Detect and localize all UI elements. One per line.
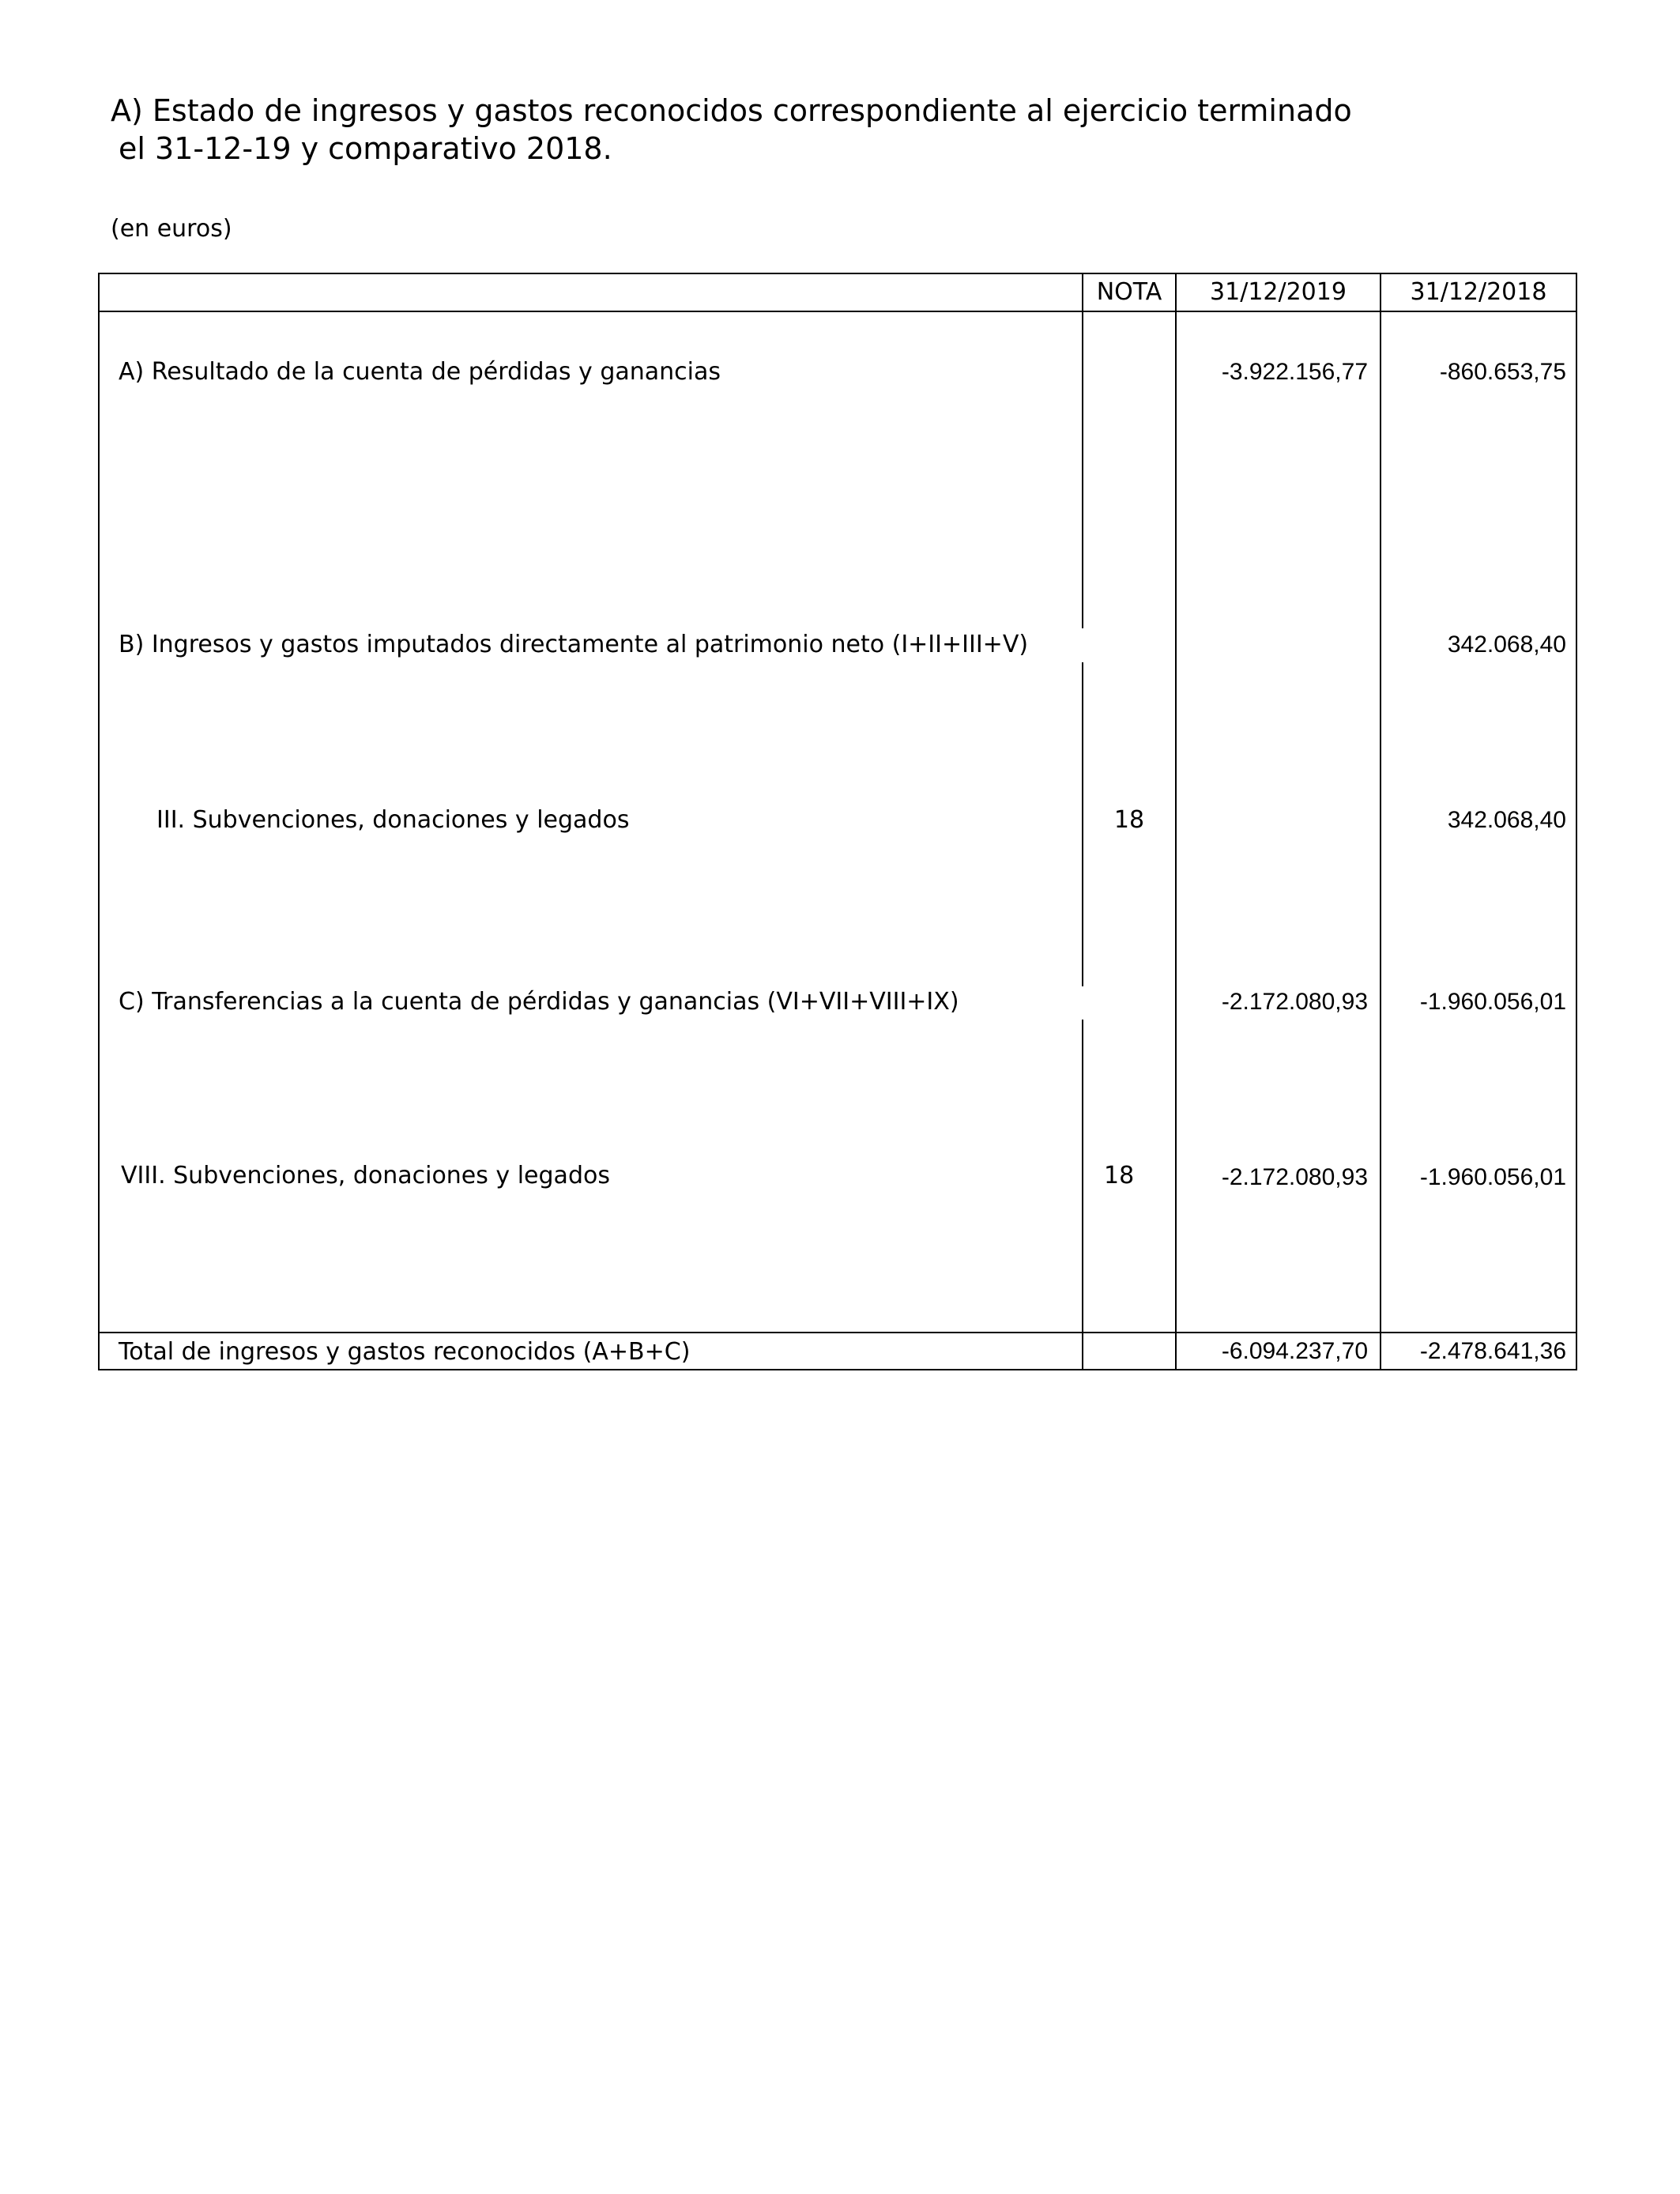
row-a-label: A) Resultado de la cuenta de pérdidas y ganancias [119,358,721,386]
table-header-divider [98,311,1577,312]
row-a-2018: -860.653,75 [1439,359,1566,385]
header-2019: 31/12/2019 [1210,278,1347,306]
total-2018: -2.478.641,36 [1419,1338,1566,1364]
row-viii-2018: -1.960.056,01 [1419,1164,1566,1190]
row-c-2018: -1.960.056,01 [1419,989,1566,1015]
nota-column-divider [1082,273,1083,628]
table-top-border [98,273,1577,274]
row-c-2019: -2.172.080,93 [1221,989,1368,1015]
total-2019: -6.094.237,70 [1221,1338,1368,1364]
row-viii-nota: 18 [1104,1162,1135,1189]
row-b-label: B) Ingresos y gastos imputados directamente al patrimonio neto (I+II+III+V) [119,631,1029,658]
col-2019-divider [1175,273,1177,1370]
table-bottom-border [98,1369,1577,1370]
units-note: (en euros) [111,215,232,243]
page-title-line-2: el 31-12-19 y comparativo 2018. [119,131,612,166]
page-title-line-1: A) Estado de ingresos y gastos reconocidos correspondiente al ejercicio terminado [111,93,1352,128]
header-nota: NOTA [1096,278,1162,306]
row-viii-label: VIII. Subvenciones, donaciones y legados [121,1162,610,1189]
total-label: Total de ingresos y gastos reconocidos (A+B+C) [119,1338,691,1366]
row-iii-nota: 18 [1113,806,1145,834]
table-total-divider [98,1332,1577,1333]
table-right-border [1576,273,1577,1370]
row-iii-2018: 342.068,40 [1447,807,1566,833]
table-left-border [98,273,100,1370]
row-b-2018: 342.068,40 [1447,631,1566,658]
row-viii-2019: -2.172.080,93 [1221,1164,1368,1190]
header-2018: 31/12/2018 [1410,278,1547,306]
row-c-label: C) Transferencias a la cuenta de pérdidas y ganancias (VI+VII+VIII+IX) [119,988,959,1016]
row-iii-label: III. Subvenciones, donaciones y legados [156,806,630,834]
row-a-2019: -3.922.156,77 [1221,359,1368,385]
nota-column-divider [1082,1020,1083,1370]
